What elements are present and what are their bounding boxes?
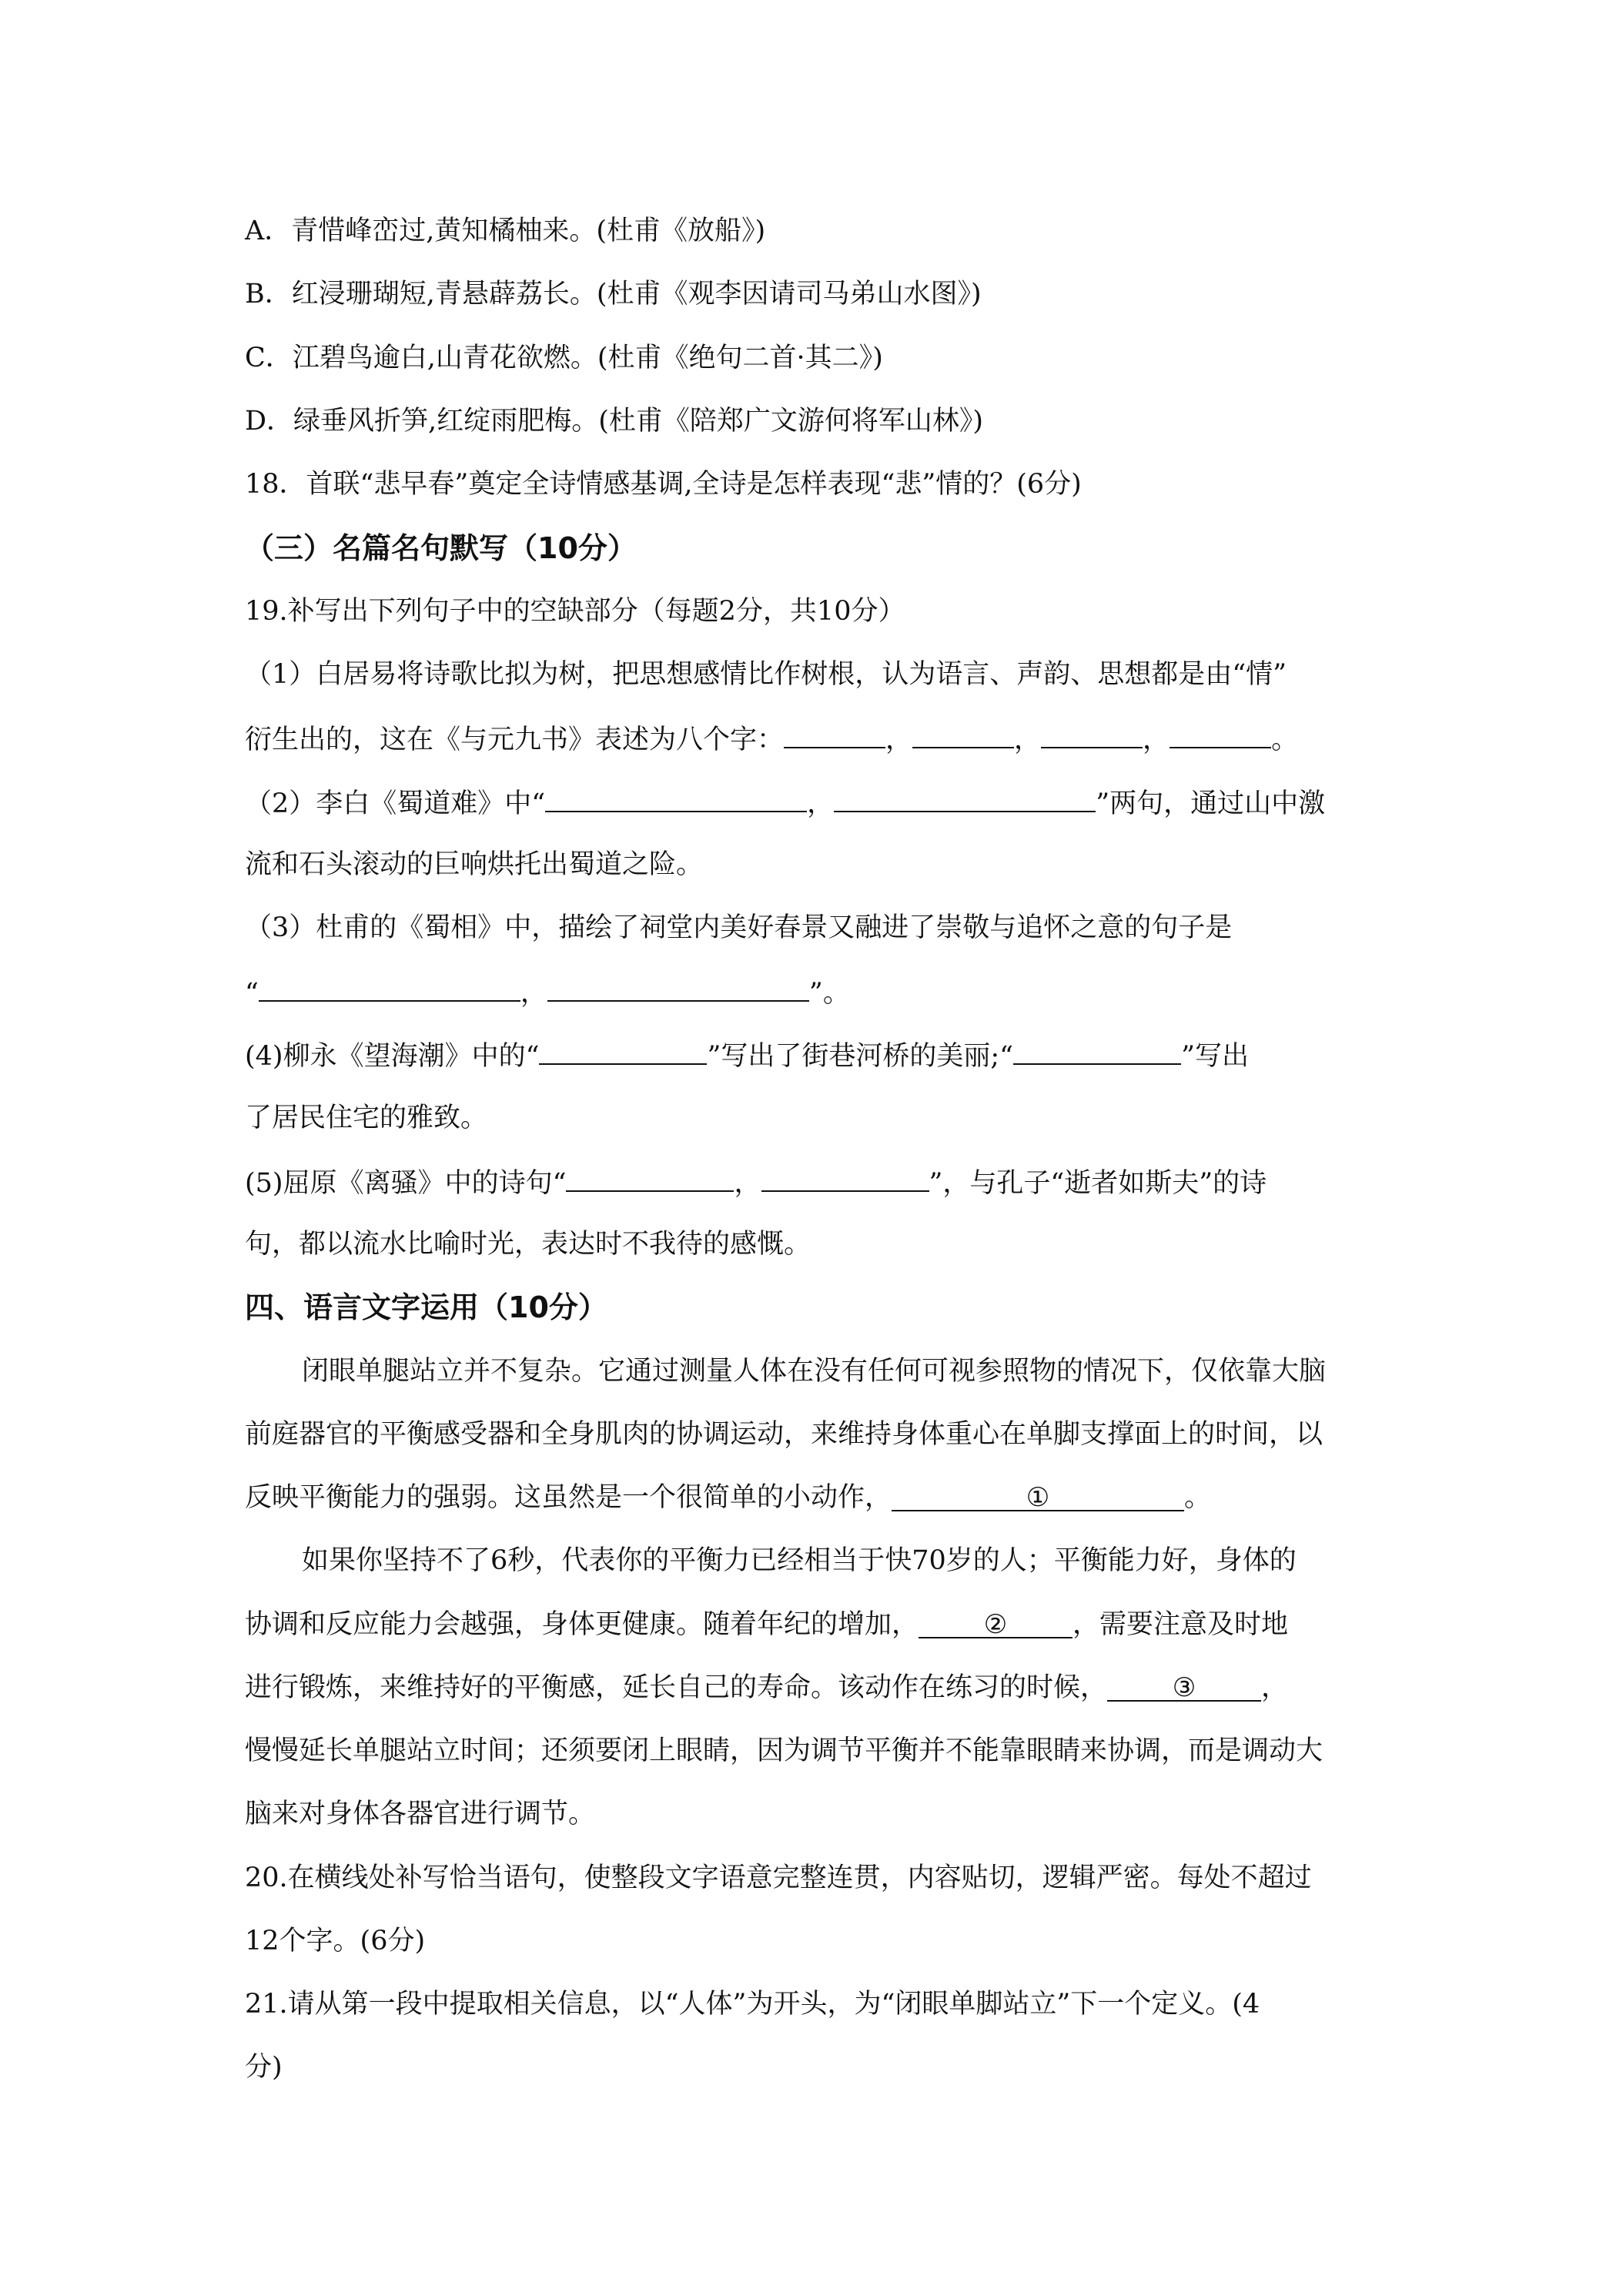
section-3-title: （三）名篇名句默写（10分） <box>245 531 637 565</box>
q19-item-4-line-1: (4)柳永《望海潮》中的“ ”写出了街巷河桥的美丽;“ ”写出 <box>245 1036 1384 1075</box>
q19-item-2-line-2: 流和石头滚动的巨响烘托出蜀道之险。 <box>245 849 704 880</box>
question-21-line-1: 21.请从第一段中提取相关信息，以“人体”为开头，为“闭眼单脚站立”下一个定义。(4 <box>245 1989 1260 2020</box>
answer-blank[interactable] <box>259 972 520 1002</box>
q19-item-2-line-1: （2）李白《蜀道难》中“ ， ”两句，通过山中激 <box>245 783 1384 822</box>
question-19: 19.补写出下列句子中的空缺部分（每题2分，共10分） <box>245 596 905 627</box>
answer-blank[interactable] <box>539 1036 707 1065</box>
answer-blank[interactable] <box>545 783 807 812</box>
answer-blank[interactable] <box>1013 1036 1181 1065</box>
answer-blank[interactable] <box>547 972 809 1002</box>
passage-p2-line-1: 如果你坚持不了6秒，代表你的平衡力已经相当于快70岁的人；平衡能力好，身体的 <box>302 1545 1297 1576</box>
question-21-line-2: 分) <box>245 2052 283 2083</box>
answer-blank[interactable] <box>912 719 1014 748</box>
passage-p2-line-4: 慢慢延长单腿站立时间；还须要闭上眼睛，因为调节平衡并不能靠眼睛来协调，而是调动大 <box>245 1735 1323 1766</box>
q19-item-4-line-2: 了居民住宅的雅致。 <box>245 1103 488 1133</box>
answer-blank[interactable] <box>834 783 1096 812</box>
option-c: C．江碧鸟逾白,山青花欲燃。(杜甫《绝句二首·其二》) <box>245 343 883 373</box>
option-b: B．红浸珊瑚短,青悬薜荔长。(杜甫《观李因请司马弟山水图》) <box>245 279 982 310</box>
option-a: A．青惜峰峦过,黄知橘柚来。(杜甫《放船》) <box>245 216 766 246</box>
passage-p2-line-3: 进行锻炼，来维持好的平衡感，延长自己的寿命。该动作在练习的时候， ③ ， <box>245 1672 1289 1703</box>
q19-item-1-line-1: （1）白居易将诗歌比拟为树，把思想感情比作树根，认为语言、声韵、思想都是由“情” <box>245 659 1287 690</box>
answer-blank[interactable] <box>761 1163 929 1192</box>
passage-p1-line-3: 反映平衡能力的强弱。这虽然是一个很简单的小动作， ① 。 <box>245 1482 1212 1513</box>
question-20-line-2: 12个字。(6分) <box>245 1926 426 1956</box>
answer-blank[interactable] <box>1170 719 1271 748</box>
answer-blank[interactable] <box>784 719 885 748</box>
passage-p2-line-2: 协调和反应能力会越强，身体更健康。随着年纪的增加， ② ，需要注意及时地 <box>245 1609 1289 1640</box>
answer-blank-3[interactable]: ③ <box>1107 1672 1261 1702</box>
question-18: 18．首联“悲早春”奠定全诗情感基调,全诗是怎样表现“悲”情的？(6分) <box>245 469 1082 500</box>
answer-blank[interactable] <box>1041 719 1143 748</box>
answer-blank-2[interactable]: ② <box>919 1609 1073 1638</box>
section-4-title: 四、语言文字运用（10分） <box>245 1290 607 1324</box>
q19-item-3-line-1: （3）杜甫的《蜀相》中，描绘了祠堂内美好春景又融进了崇敬与追怀之意的句子是 <box>245 912 1233 943</box>
answer-blank-1[interactable]: ① <box>892 1482 1184 1511</box>
answer-blank[interactable] <box>566 1163 734 1192</box>
passage-p2-line-5: 脑来对身体各器官进行调节。 <box>245 1799 596 1829</box>
q19-item-5-line-1: (5)屈原《离骚》中的诗句“ ， ”，与孔子“逝者如斯夫”的诗 <box>245 1163 1384 1202</box>
question-20-line-1: 20.在横线处补写恰当语句，使整段文字语意完整连贯，内容贴切，逻辑严密。每处不超过 <box>245 1863 1312 1893</box>
passage-p1-line-1: 闭眼单腿站立并不复杂。它通过测量人体在没有任何可视参照物的情况下，仅依靠大脑 <box>302 1356 1327 1387</box>
q19-item-3-line-2: “ ， ”。 <box>245 972 1384 1012</box>
q19-item-1-line-2: 衍生出的，这在《与元九书》表述为八个字： ， ， ， 。 <box>245 719 1384 758</box>
passage-p1-line-2: 前庭器官的平衡感受器和全身肌肉的协调运动，来维持身体重心在单脚支撑面上的时间，以 <box>245 1419 1323 1450</box>
q19-item-5-line-2: 句，都以流水比喻时光，表达时不我待的感慨。 <box>245 1229 812 1260</box>
option-d: D．绿垂风折笋,红绽雨肥梅。(杜甫《陪郑广文游何将军山林》) <box>245 406 983 437</box>
